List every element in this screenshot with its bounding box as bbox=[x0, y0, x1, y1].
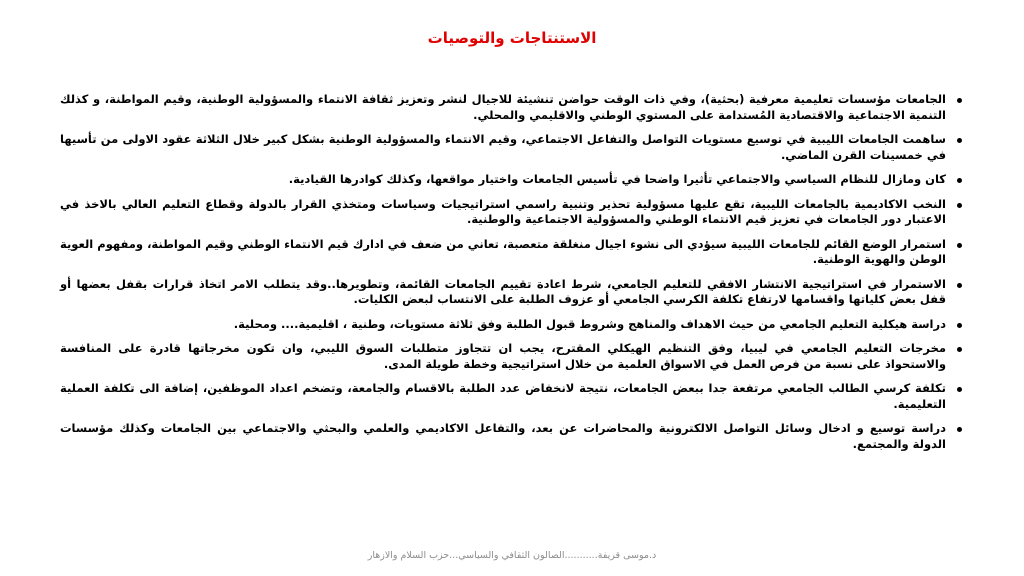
bullet-dot-icon bbox=[957, 283, 962, 288]
bullet-text: ساهمت الجامعات الليبية في توسيع مستويات التواصل والتفاعل الاجتماعي، وقيم الانتماء والمسؤولية الوطنية بشكل كبير خلال الثلاثة عقود الاولى من تأسيها في خمسينات القرن الماضي. bbox=[60, 132, 946, 162]
bullet-item bbox=[60, 172, 964, 188]
bullet-text: دراسة هيكلية التعليم الجامعي من حيث الاهداف والمناهج وشروط قبول الطلبة وفق ثلاثة مستويات، وطنية ، اقليمية.... ومحلية. bbox=[233, 316, 946, 331]
bullet-text: كان ومازال للنظام السياسي والاجتماعي تأثيرا واضحا في تأسيس الجامعات واختيار مواقعها، وكذلك كوادرها القيادية. bbox=[288, 172, 946, 186]
bullet-dot-icon bbox=[957, 347, 962, 352]
bullet-item bbox=[60, 277, 964, 308]
bullet-item bbox=[60, 381, 964, 412]
bullet-dot-icon bbox=[957, 138, 962, 143]
bullet-dot-icon bbox=[957, 243, 962, 248]
bullet-text: النخب الاكاديمية بالجامعات الليبية، تقع عليها مسؤولية تحذير وتنبية راسمي استراتيجيات وسياسات ومتخذي القرار بالدولة وقطاع التعليم العالي بالاخذ في الاعتبار دور الجامعات في تعزيز قيم الانتماء الوطني والمسؤولية الاجتماعية والوطنية. bbox=[60, 196, 946, 226]
bullet-item bbox=[60, 92, 964, 123]
bullet-text: الاستمرار في استراتيجية الانتشار الافقي للتعليم الجامعي، شرط اعادة تقييم الجامعات القائمة، وتطويرها..وقد يتطلب الامر اتخاذ قرارات بقفل بعضها أو قفل بعض كلياتها واقسامها لارتفاع تكلفة الكرسي الجامعي أو عزوف الطلبة على الانتساب لبعض الكليات. bbox=[60, 276, 946, 306]
bullet-item bbox=[60, 237, 964, 268]
bullet-dot-icon bbox=[957, 203, 962, 208]
bullet-item bbox=[60, 132, 964, 163]
slide-title: الاستنتاجات والتوصيات bbox=[427, 29, 597, 47]
bullet-dot-icon bbox=[957, 98, 962, 103]
slide-footer: د.موسى قريفة...........الصالون الثقافي والسياسي...حزب السلام والازهار bbox=[367, 550, 657, 561]
bullet-dot-icon bbox=[957, 178, 962, 183]
bullet-item bbox=[60, 317, 964, 333]
bullet-text: دراسة توسيع و ادخال وسائل التواصل الالكترونية والمحاضرات عن بعد، والتفاعل الاكاديمي والعلمي والبحثي والاجتماعي بين الجامعات وكذلك مؤسسات الدولة والمجتمع. bbox=[60, 421, 946, 451]
bullet-text: استمرار الوضع القائم للجامعات الليبية سيؤدي الى نشوء اجيال منغلقة متعصبة، تعاني من ضعف في ادارك قيم الانتماء الوطني وقيم المواطنة، ومفهوم العوية الوطن والهوية الوطنية. bbox=[60, 236, 946, 266]
bullet-text: مخرجات التعليم الجامعي في ليبيا، وفق التنظيم الهيكلي المقترح، يجب ان تتجاوز متطلبات السوق الليبي، وان تكون مخرجاتها قادرة على المنافسة والاستحواذ على نسبة من فرص العمل في الاسواق العلمية من خلال استراتيجية وخطة طويلة المدى. bbox=[60, 341, 946, 371]
bullet-text: الجامعات مؤسسات تعليمية معرفية (بحثية)، وفي ذات الوقت حواضن تنشيئة للاجيال لنشر وتعزيز ثقافة الانتماء والمسؤولية الوطنية، وقيم المواطنة، و كذلك التنمية الاجتماعية والاقتصادية المُستدامة على المستوي الوطني والاقليمي والمحلي. bbox=[60, 92, 946, 122]
bullet-item bbox=[60, 421, 964, 452]
bullet-list bbox=[60, 92, 964, 461]
bullet-dot-icon bbox=[957, 323, 962, 328]
bullet-item bbox=[60, 197, 964, 228]
bullet-dot-icon bbox=[957, 427, 962, 432]
bullet-dot-icon bbox=[957, 387, 962, 392]
bullet-item bbox=[60, 341, 964, 372]
bullet-text: تكلفة كرسي الطالب الجامعي مرتفعة جدا ببعض الجامعات، نتيجة لانخفاض عدد الطلبة بالاقسام والجامعة، وتضخم اعداد الموظفين، إضافة الى تكلفة العملية التعليمية. bbox=[60, 381, 946, 411]
